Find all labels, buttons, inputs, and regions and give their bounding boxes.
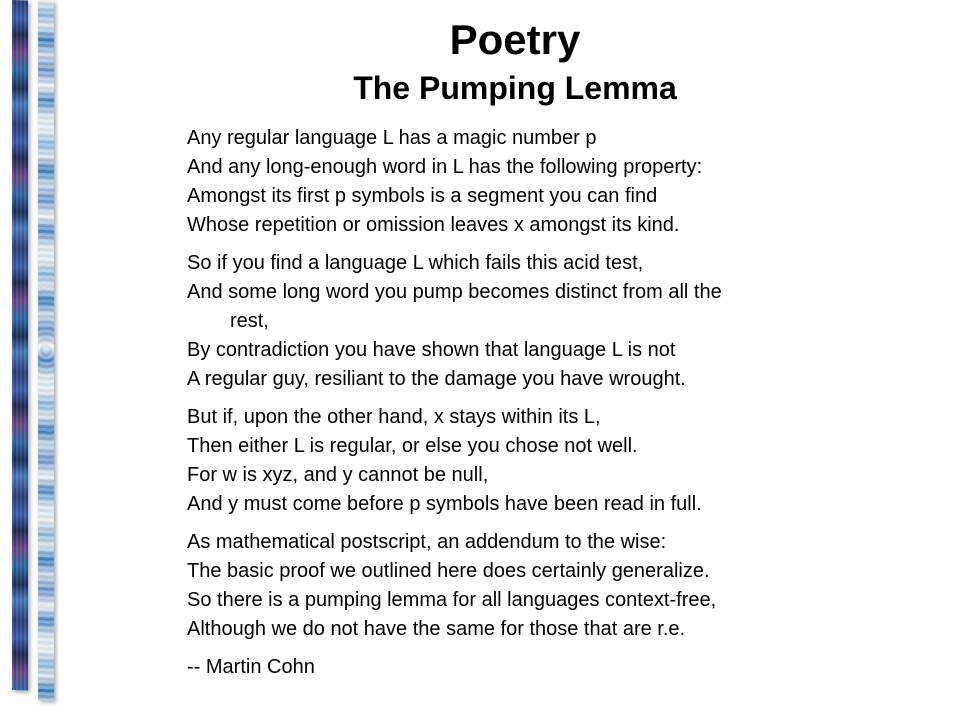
stanza-2 — [187, 249, 887, 394]
poem-line: Although we do not have the same for those that are r.e. — [187, 618, 686, 640]
poem-line: So there is a pumping lemma for all languages context-free, — [187, 589, 717, 611]
poem-line: Amongst its first p symbols is a segment you can find — [187, 185, 658, 207]
stanza-3 — [187, 403, 887, 519]
stanza-1 — [187, 124, 887, 240]
poem-line: Then either L is regular, or else you chose not well. — [187, 435, 638, 457]
poem-body — [187, 124, 887, 682]
stanza-4 — [187, 528, 887, 644]
slide-subtitle: The Pumping Lemma — [353, 70, 677, 106]
poem-line: And some long word you pump becomes distinct from all the — [187, 281, 722, 303]
poem-line-continuation: rest, — [230, 310, 269, 332]
poem-line: But if, upon the other hand, x stays within its L, — [187, 406, 601, 428]
poem-line: Whose repetition or omission leaves x amongst its kind. — [187, 214, 680, 236]
poem-line: And y must come before p symbols have been read in full. — [187, 493, 702, 515]
slide-title: Poetry — [449, 16, 581, 63]
poem-line: As mathematical postscript, an addendum to the wise: — [187, 531, 667, 553]
poem-attribution: -- Martin Cohn — [187, 656, 315, 678]
poem-line: By contradiction you have shown that language L is not — [187, 339, 676, 361]
poem-line: Any regular language L has a magic number p — [187, 127, 597, 149]
poem-line: The basic proof we outlined here does certainly generalize. — [187, 560, 710, 582]
poem-line: For w is xyz, and y cannot be null, — [187, 464, 489, 486]
poem-line: A regular guy, resiliant to the damage you have wrought. — [187, 368, 686, 390]
poem-line: So if you find a language L which fails this acid test, — [187, 252, 644, 274]
poem-line: And any long-enough word in L has the following property: — [187, 156, 703, 178]
